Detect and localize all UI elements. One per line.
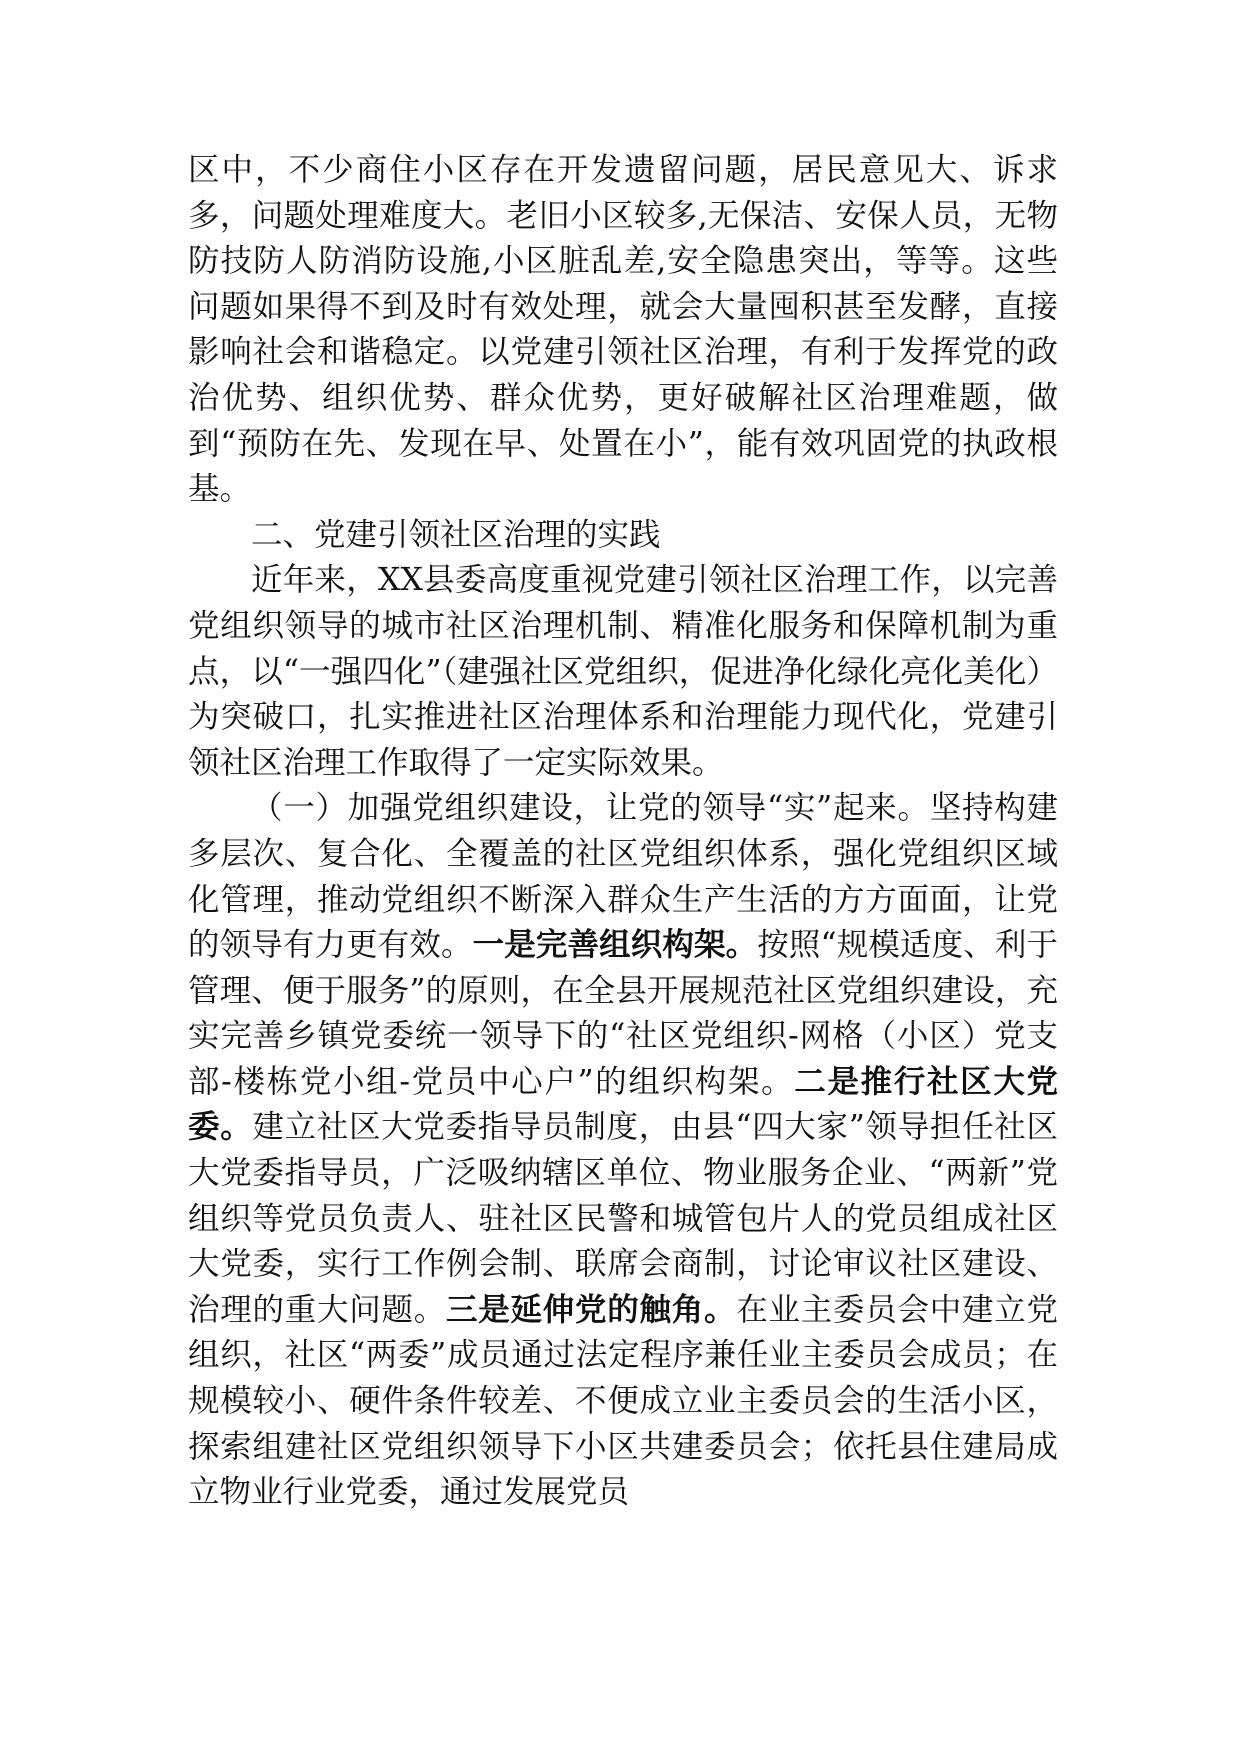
paragraph-party-organization xyxy=(188,786,1058,1516)
point-2-title: 二是推行社区大党委。 xyxy=(188,1063,1058,1146)
point-3-text: 在业主委员会中建立党组织，社区“两委”成员通过法定程序兼任业主委员会成员；在规模较小、硬件条件较差、不便成立业主委员会的生活小区，探索组建社区党组织领导下小区共建委员会；依托县住建局成立物业行业党委，通过发展党员 xyxy=(188,1291,1058,1511)
paragraph-intro-text: （一）加强党组织建设，让党的领导“实”起来。坚持构建多层次、复合化、全覆盖的社区党组织体系，强化党组织区域化管理，推动党组织不断深入群众生产生活的方方面面，让党的领导有力更有效。 xyxy=(188,790,1058,964)
document-page xyxy=(188,148,1058,1516)
point-1-title: 一是完善组织构架。 xyxy=(472,927,758,964)
section-heading: 二、党建引领社区治理的实践 xyxy=(251,516,661,553)
paragraph-continued: 区中，不少商住小区存在开发遗留问题，居民意见大、诉求多，问题处理难度大。老旧小区较多,无保洁、安保人员，无物防技防人防消防设施,小区脏乱差,安全隐患突出，等等。这些问题如果得不到及时有效处理，就会大量囤积甚至发酵，直接影响社会和谐稳定。以党建引领社区治理，有利于发挥党的政治优势、组织优势、群众优势，更好破解社区治理难题，做到“预防在先、发现在早、处置在小”，能有效巩固党的执政根基。 xyxy=(188,152,1058,508)
point-3-title: 三是延伸党的触角。 xyxy=(446,1291,737,1328)
point-1-text: 按照“规模适度、利于管理、便于服务”的原则，在全县开展规范社区党组织建设，充实完善乡镇党委统一领导下的“社区党组织-网格（小区）党支部-楼栋党小组-党员中心户”的组织构架。 xyxy=(188,927,1058,1100)
paragraph-practice-intro: 近年来，XX县委高度重视党建引领社区治理工作，以完善党组织领导的城市社区治理机制、精准化服务和保障机制为重点，以“一强四化”（建强社区党组织，促进净化绿化亮化美化）为突破口，扎实推进社区治理体系和治理能力现代化，党建引领社区治理工作取得了一定实际效果。 xyxy=(188,562,1058,781)
point-2-text: 建立社区大党委指导员制度，由县“四大家”领导担任社区大党委指导员，广泛吸纳辖区单位、物业服务企业、“两新”党组织等党员负责人、驻社区民警和城管包片人的党员组成社区大党委，实行工作例会制、联席会商制，讨论审议社区建设、治理的重大问题。 xyxy=(188,1109,1058,1328)
